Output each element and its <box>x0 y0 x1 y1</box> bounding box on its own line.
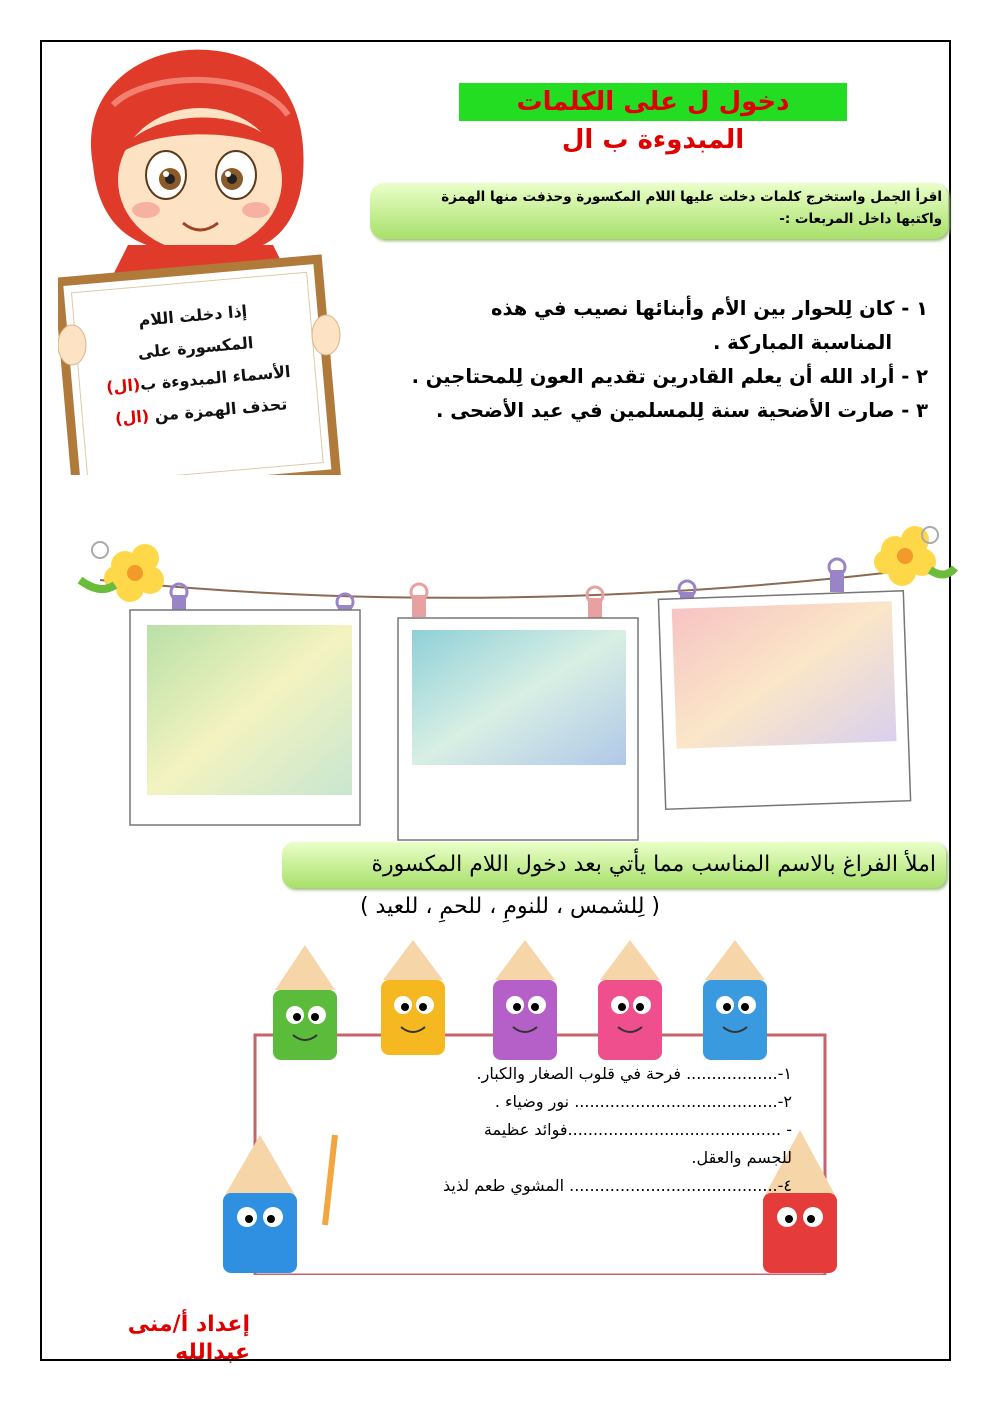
instruction-box <box>370 183 948 239</box>
fill-in-board <box>322 1060 792 1230</box>
fill-item-3-continued: للجسم والعقل. <box>691 1148 792 1167</box>
sign-line-2: الأسماء المبدوءة ب(ال) <box>105 361 292 397</box>
flower-right-icon <box>874 526 955 586</box>
green-pencil-icon <box>273 945 337 1060</box>
sign-line-1: إذا دخلت اللام المكسورة على <box>137 301 255 363</box>
answer-frame-1 <box>130 610 360 825</box>
sign-line-3: تحذف الهمزة من (ال) <box>114 394 288 429</box>
fill-item-3: - ..........................................فوائد عظيمة <box>483 1120 792 1139</box>
page-title: دخول ل على الكلمات المبدوءة ب ال <box>459 83 847 121</box>
sentence-3: ٣ - صارت الأضحية سنة لِلمسلمين في عيد الأضحى . <box>436 399 928 422</box>
flower-left-icon <box>80 542 164 602</box>
yellow-pencil-icon <box>381 940 445 1055</box>
answer-frame-2 <box>398 618 638 840</box>
fill-item-4: ٤-......................................... المشوي طعم لذيذ <box>442 1176 792 1195</box>
fill-item-2: ٢-........................................ نور وضياء . <box>494 1092 792 1111</box>
purple-pencil-icon <box>493 940 557 1060</box>
pink-pencil-icon <box>598 940 662 1060</box>
sentence-1-continued: المناسبة المباركة . <box>712 331 892 354</box>
sentence-2: ٢ - أراد الله أن يعلم القادرين تقديم العون لِلمحتاجين . <box>411 365 928 388</box>
instruction-line-2: واكتبها داخل المربعات :- <box>779 211 942 227</box>
sentences-list <box>400 292 928 428</box>
sign-rule-text <box>97 292 297 436</box>
fill-in-title: املأ الفراغ بالاسم المناسب مما يأتي بعد دخول اللام المكسورة <box>282 842 946 888</box>
clothesline-answer-frames <box>60 510 960 850</box>
instruction-line-1: اقرأ الجمل واستخرج كلمات دخلت عليها اللام المكسورة وحذفت منها الهمزة <box>441 189 942 205</box>
sentence-1: ١ - كان لِلحوار بين الأم وأبنائها نصيب في هذه <box>490 297 928 320</box>
blue-pencil-icon <box>703 940 767 1060</box>
answer-frame-3 <box>658 591 910 809</box>
word-options: ( لِلشمس ، للنومِ ، للحمِ ، للعيد ) <box>359 894 661 919</box>
author-credit: إعداد أ/منى عبدالله <box>127 1312 250 1365</box>
fill-item-1: ١-.................. فرحة في قلوب الصغار والكبار. <box>476 1064 792 1083</box>
